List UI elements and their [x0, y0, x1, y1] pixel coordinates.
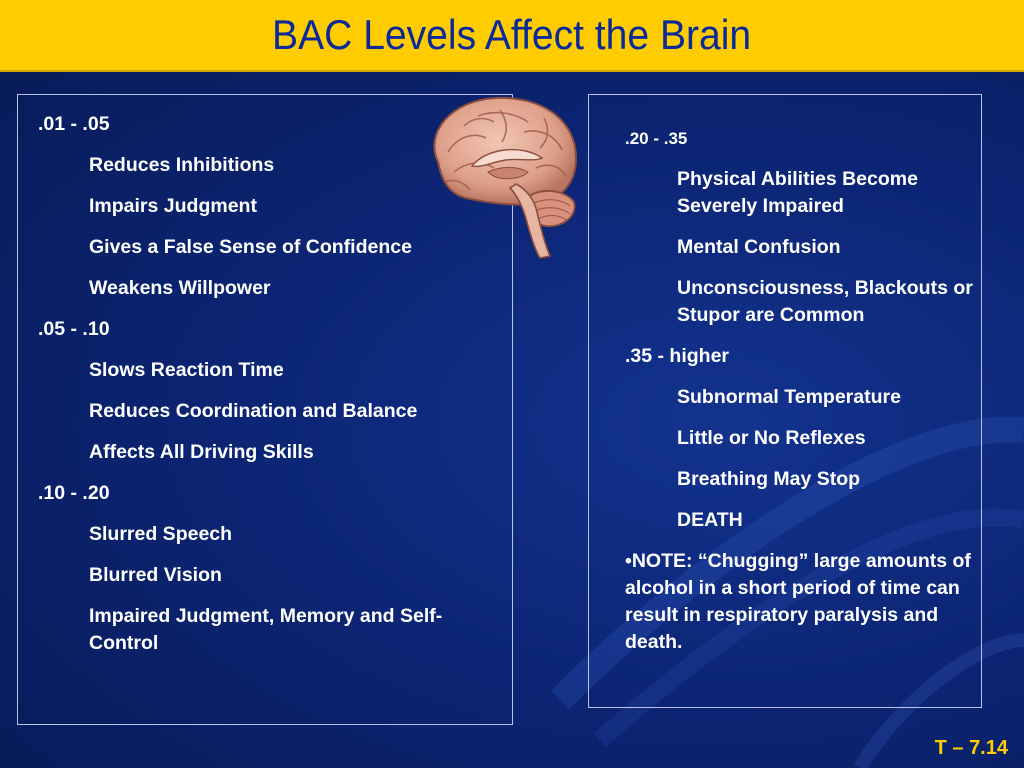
effect-item: Subnormal Temperature: [677, 386, 901, 408]
right-panel: [588, 94, 982, 708]
range-heading: .20 - .35: [625, 129, 688, 148]
effect-item: Unconsciousness, Blackouts or Stupor are Common: [677, 277, 973, 326]
effect-item: DEATH: [677, 509, 743, 531]
effect-item: Impairs Judgment: [89, 195, 257, 217]
effect-item: Reduces Coordination and Balance: [89, 400, 418, 422]
range-heading: .01 - .05: [38, 113, 110, 135]
brain-illustration: [424, 92, 584, 260]
effect-item: Gives a False Sense of Confidence: [89, 236, 412, 258]
effect-item: Impaired Judgment, Memory and Self-Control: [89, 605, 443, 654]
slide-number: T – 7.14: [934, 737, 1008, 759]
effect-item: Mental Confusion: [677, 236, 841, 258]
range-heading: .10 - .20: [38, 482, 110, 504]
chugging-note: •NOTE: “Chugging” large amounts of alcohol in a short period of time can result in respiratory paralysis and death.: [625, 550, 971, 653]
range-heading: .05 - .10: [38, 318, 110, 340]
slide-title: BAC Levels Affect the Brain: [272, 11, 752, 58]
range-heading: .35 - higher: [625, 345, 730, 367]
effect-item: Physical Abilities Become Severely Impaired: [677, 168, 918, 217]
effect-item: Affects All Driving Skills: [89, 441, 314, 463]
effect-item: Breathing May Stop: [677, 468, 861, 490]
effect-item: Slurred Speech: [89, 523, 233, 545]
effect-item: Reduces Inhibitions: [89, 154, 275, 176]
effect-item: Blurred Vision: [89, 564, 222, 586]
title-bar: [0, 0, 1024, 72]
effect-item: Weakens Willpower: [89, 277, 271, 299]
effect-item: Little or No Reflexes: [677, 427, 866, 449]
effect-item: Slows Reaction Time: [89, 359, 284, 381]
